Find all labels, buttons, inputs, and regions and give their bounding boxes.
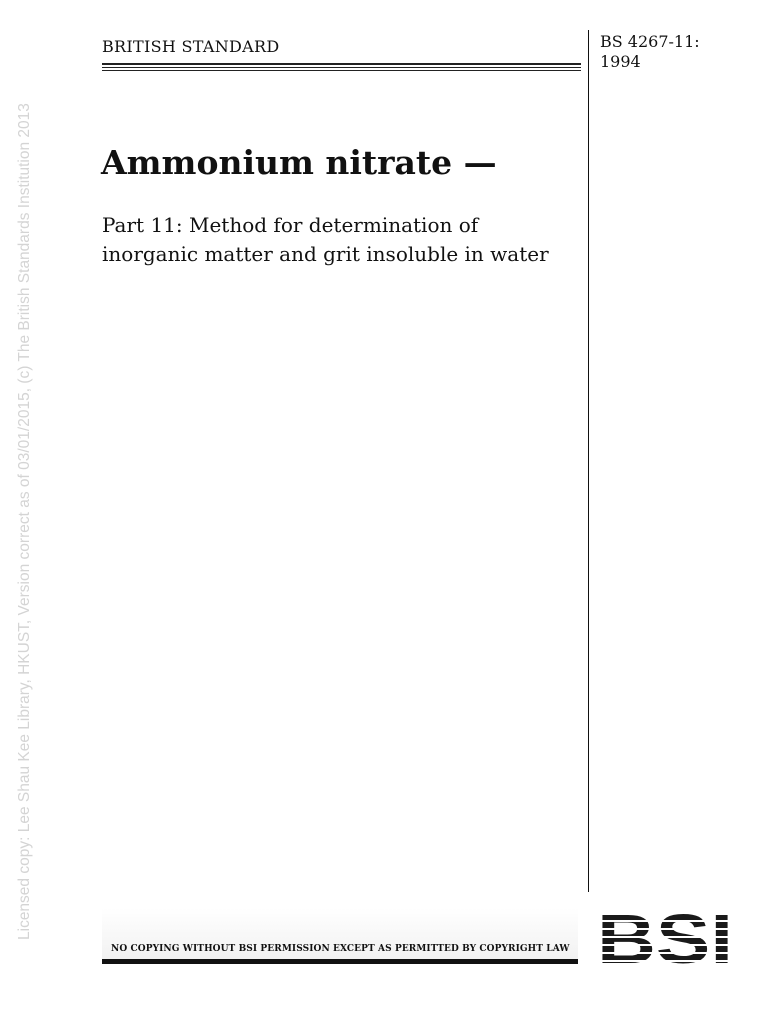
licence-watermark: Licensed copy: Lee Shau Kee Library, HKUST, Version correct as of 03/01/2015, (c) The British Standards Institution 2013 bbox=[16, 103, 33, 940]
header-rule bbox=[102, 63, 581, 65]
bsi-logo bbox=[597, 906, 735, 966]
header-rule bbox=[102, 67, 581, 68]
document-title: Ammonium nitrate — bbox=[101, 143, 497, 182]
document-subtitle: Part 11: Method for determination of inorganic matter and grit insoluble in water bbox=[102, 213, 549, 266]
header-rule bbox=[102, 70, 581, 71]
header-rules bbox=[102, 63, 581, 73]
document-number bbox=[600, 32, 700, 72]
document-number-code: BS 4267-11: bbox=[600, 32, 700, 51]
column-divider bbox=[588, 30, 589, 892]
copyright-notice: NO COPYING WITHOUT BSI PERMISSION EXCEPT AS PERMITTED BY COPYRIGHT LAW bbox=[111, 944, 570, 954]
document-number-year: 1994 bbox=[600, 52, 641, 71]
standard-label: BRITISH STANDARD bbox=[102, 37, 280, 56]
footer-rule bbox=[102, 959, 578, 964]
